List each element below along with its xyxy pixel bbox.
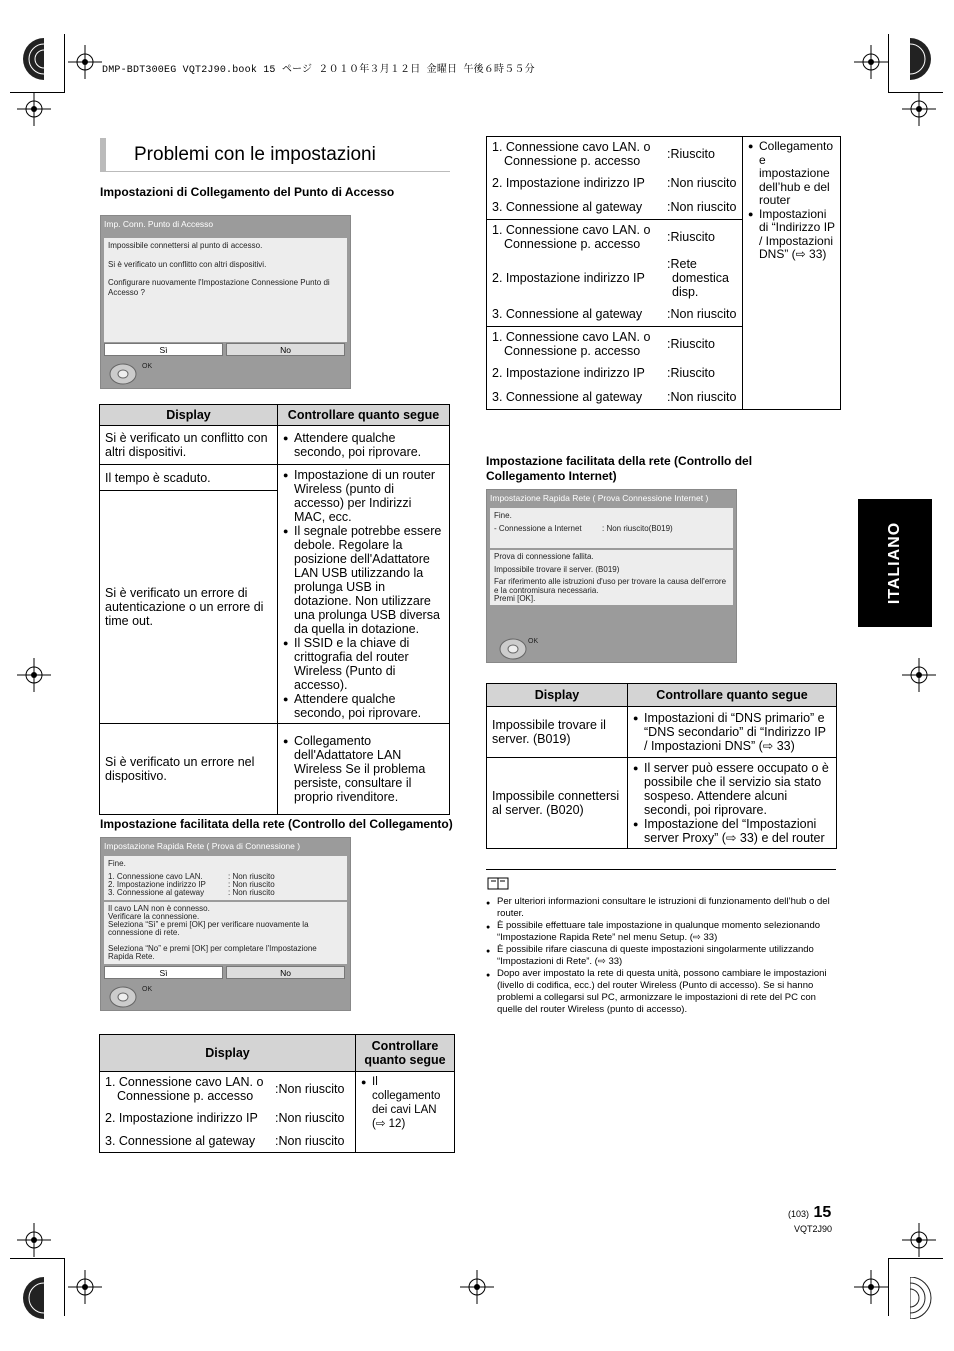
table-row	[487, 707, 837, 758]
book-note-icon	[487, 877, 509, 890]
label-cell	[100, 1072, 271, 1107]
check-item: ● Collegamento dell'Adattatore LAN Wireless Se il problema persiste, consultare il proprio rivenditore.	[283, 734, 444, 804]
table-row	[100, 1072, 455, 1107]
registration-mark-icon	[902, 658, 936, 692]
registration-mark-icon	[17, 658, 51, 692]
color-target-icon	[18, 1277, 44, 1319]
item-value: :Rete domestica disp.	[667, 257, 729, 299]
check-item: ● Il segnale potrebbe essere debole. Regolare la posizione dell'Adattatore LAN USB utilizzando la prolunga USB in dotazione. Non utilizzare una prolunga USB diversa da quella in dotazione.	[283, 524, 444, 636]
language-tab-label: ITALIANO	[886, 521, 903, 605]
connection-check-table	[99, 1034, 455, 1153]
connection-check-screen	[100, 837, 351, 1011]
registration-mark-icon	[68, 45, 102, 79]
crop-mark	[64, 34, 65, 92]
item-label: 3. Connessione al gateway	[100, 1129, 271, 1153]
status-label: - Connessione a Internet	[494, 523, 582, 533]
item-value: :Riuscito	[662, 220, 743, 255]
language-tab	[858, 499, 932, 627]
screen-message-line: Il cavo LAN non è connesso.	[108, 904, 210, 913]
access-point-table	[99, 404, 450, 815]
ok-label: OK	[142, 986, 153, 993]
display-cell: Si è verificato un errore nel dispositivo.	[100, 724, 278, 815]
item-label: 2. Impostazione indirizzo IP	[487, 361, 663, 385]
check-cell	[356, 1072, 455, 1153]
check-item: ● Impostazioni di “DNS primario” e “DNS secondario” di “Indirizzo IP / Impostazioni DNS” (⇨ 33)	[633, 711, 831, 753]
item-label: 3. Connessione al gateway	[487, 195, 663, 220]
display-cell: Impossibile trovare il server. (B019)	[487, 707, 628, 758]
screen-status-panel	[104, 856, 347, 900]
item-value: :Non riuscito	[662, 385, 743, 410]
crop-mark	[888, 1258, 889, 1316]
registration-mark-icon	[902, 92, 936, 126]
item-value: :Non riuscito	[270, 1072, 356, 1107]
book-header-line: DMP-BDT300EG VQT2J90.book 15 ページ ２０１０年３月１２日 金曜日 午後６時５５分	[102, 65, 535, 76]
crop-mark	[10, 1258, 65, 1259]
connection-check-heading: Impostazione facilitata della rete (Controllo del Collegamento)	[100, 817, 453, 831]
note-item: ● È possibile effettuare tale impostazione in qualunque momento selezionando “Impostazione Rapida Rete” nel menu Setup. (⇨ 33)	[486, 920, 836, 944]
status-line	[108, 889, 343, 897]
notes-divider	[486, 869, 836, 870]
check-item: ● Attendere qualche secondo, poi riprovare.	[283, 692, 444, 720]
label-cell	[487, 327, 663, 362]
table-header: Controllare quanto segue	[356, 1035, 455, 1072]
screen-title: Impostazione Rapida Rete ( Prova Connessione Internet )	[490, 493, 709, 503]
notes-list	[486, 896, 836, 1016]
screen-message-line: Verificare la connessione.	[108, 912, 200, 921]
item-label: 1. Connessione cavo LAN. o Connessione p. accesso	[492, 330, 651, 358]
check-item: ● Collegamento e impostazione dell’hub e del router	[748, 140, 835, 208]
check-item: ● Impostazione del “Impostazioni server Proxy” (⇨ 33) e del router	[633, 817, 831, 845]
item-value: :Riuscito	[667, 366, 715, 380]
connection-results-table	[486, 136, 841, 410]
item-value: :Non riuscito	[270, 1129, 356, 1153]
registration-mark-icon	[17, 92, 51, 126]
crop-mark	[10, 92, 65, 93]
check-cell	[628, 707, 837, 758]
check-cell	[278, 465, 450, 724]
registration-mark-icon	[68, 1270, 102, 1304]
display-cell: Si è verificato un conflitto con altri dispositivi.	[100, 426, 278, 465]
item-label: 2. Impostazione indirizzo IP	[487, 171, 663, 195]
item-label: 1. Connessione cavo LAN. o Connessione p. accesso	[492, 140, 651, 168]
crop-mark	[888, 92, 943, 93]
display-cell: Impossibile connettersi al server. (B020)	[487, 758, 628, 849]
check-item: ● Impostazioni di “Indirizzo IP / Impostazioni DNS” (⇨ 33)	[748, 208, 835, 262]
screen-message-line: Impossibile connettersi al punto di accesso.	[108, 241, 263, 250]
item-label: 1. Connessione cavo LAN. o Connessione p. accesso	[105, 1075, 264, 1103]
check-cell	[278, 724, 450, 815]
color-target-icon	[910, 1277, 936, 1319]
color-target-icon	[910, 38, 936, 80]
check-item: ● Il collegamento dei cavi LAN (⇨ 12)	[361, 1075, 449, 1131]
page-number-small: (103)	[788, 1209, 810, 1219]
remote-cursor-icon	[499, 638, 527, 660]
crop-mark	[64, 1258, 65, 1316]
screen-message-line: Premi [OK].	[494, 594, 536, 603]
internet-check-screen	[486, 489, 737, 663]
screen-title: Impostazione Rapida Rete ( Prova di Connessione )	[104, 841, 301, 851]
check-cell	[743, 137, 841, 410]
screen-message-line: Prova di connessione fallita.	[494, 552, 594, 561]
table-row	[100, 426, 450, 465]
status-value: : Non riuscito	[228, 871, 275, 881]
status-line	[494, 524, 729, 534]
item-label: 3. Connessione al gateway	[487, 302, 663, 327]
registration-mark-icon	[17, 1223, 51, 1257]
ok-label: OK	[142, 363, 153, 370]
status-label: 3. Connessione al gateway	[108, 887, 205, 897]
item-label: 2. Impostazione indirizzo IP	[100, 1106, 271, 1129]
table-header: Controllare quanto segue	[628, 684, 837, 707]
registration-mark-icon	[460, 1270, 494, 1304]
label-cell	[487, 137, 663, 172]
screen-message-panel	[104, 238, 347, 342]
screen-message-line: Seleziona “Sì” e premi [OK] per verificare nuovamente la connessione di rete.	[108, 920, 309, 937]
item-label: 3. Connessione al gateway	[487, 385, 663, 410]
item-value: :Non riuscito	[662, 302, 743, 327]
page-title: Problemi con le impostazioni	[134, 144, 376, 165]
label-cell	[487, 220, 663, 255]
item-value: :Non riuscito	[270, 1106, 356, 1129]
table-header: Display	[100, 1035, 356, 1072]
screen-message-line: Seleziona “No” e premi [OK] per completare l'Impostazione Rapida Rete.	[108, 944, 317, 961]
table-header: Display	[487, 684, 628, 707]
internet-check-heading: Impostazione facilitata della rete (Controllo del Collegamento Internet)	[486, 454, 753, 483]
ok-label: OK	[528, 638, 539, 645]
table-row	[100, 724, 450, 815]
item-value: :Non riuscito	[667, 176, 737, 190]
note-item: ● È possibile rifare ciascuna di queste impostazioni singolarmente utilizzando “Impostazioni di Rete”. (⇨ 33)	[486, 944, 836, 968]
status-label: 1. Connessione cavo LAN.	[108, 871, 203, 881]
screen-message-line: Far riferimento alle istruzioni d'uso per trovare la causa dell'errore e la contromisura necessaria.	[494, 577, 727, 595]
access-point-heading: Impostazioni di Collegamento del Punto di Accesso	[100, 185, 395, 199]
check-cell	[628, 758, 837, 849]
screen-fine-text: Fine.	[108, 859, 126, 868]
screen-fine-text: Fine.	[494, 511, 512, 520]
check-item: ● Il SSID e la chiave di crittografia del router Wireless (Punto di accesso).	[283, 636, 444, 692]
color-target-icon	[18, 38, 44, 80]
registration-mark-icon	[854, 45, 888, 79]
display-cell: Il tempo è scaduto.	[100, 465, 278, 491]
table-header: Controllare quanto segue	[278, 405, 450, 426]
check-item: ● Attendere qualche secondo, poi riprovare.	[283, 431, 444, 459]
display-cell: Si è verificato un errore di autenticazione o un errore di time out.	[100, 491, 278, 724]
registration-mark-icon	[854, 1270, 888, 1304]
yes-button[interactable]: Sì	[104, 966, 223, 979]
page-number	[788, 1204, 831, 1222]
screen-message-line: Impossibile trovare il server. (B019)	[494, 564, 620, 574]
item-value: :Non riuscito	[662, 195, 743, 220]
item-value: :Riuscito	[662, 327, 743, 362]
note-item: ● Dopo aver impostato la rete di questa unità, possono cambiare le impostazioni (livello di codifica, ecc.) del router Wireless (Punto di accesso). Se si hanno problemi a collegarsi sul PC, armonizzare le impostazioni di rete del PC con quelle del router Wireless (punto di accesso).	[486, 968, 836, 1016]
table-row	[100, 465, 450, 491]
internet-check-table	[486, 683, 837, 849]
screen-message-panel	[104, 902, 347, 964]
status-label: 2. Impostazione indirizzo IP	[108, 879, 206, 889]
screen-title: Imp. Conn. Punto di Accesso	[104, 219, 214, 229]
registration-mark-icon	[902, 1223, 936, 1257]
status-value: : Non riuscito	[228, 887, 275, 897]
document-code: VQT2J90	[794, 1224, 833, 1234]
item-label: 1. Connessione cavo LAN. o Connessione p. accesso	[492, 223, 651, 251]
item-value: :Riuscito	[662, 137, 743, 172]
check-item: ● Impostazione di un router Wireless (punto di accesso) per Indirizzi MAC, ecc.	[283, 468, 444, 524]
no-button[interactable]: No	[226, 966, 345, 979]
remote-cursor-icon	[109, 986, 137, 1008]
screen-status-panel	[490, 508, 733, 548]
crop-mark	[888, 34, 889, 92]
access-point-screen	[100, 215, 351, 389]
remote-cursor-icon	[109, 363, 137, 385]
status-value: : Non riuscito	[228, 879, 275, 889]
section-title-box	[100, 138, 450, 172]
yes-button[interactable]: Sì	[104, 343, 223, 356]
item-label: 2. Impostazione indirizzo IP	[487, 254, 663, 302]
value-cell	[662, 254, 743, 302]
crop-mark	[888, 1258, 943, 1259]
no-button[interactable]: No	[226, 343, 345, 356]
status-value: : Non riuscito(B019)	[602, 523, 673, 533]
screen-message-line: Si è verificato un conflitto con altri dispositivi.	[108, 259, 267, 269]
screen-message-panel	[490, 550, 733, 605]
note-item: ● Per ulteriori informazioni consultare le istruzioni di funzionamento dell’hub o del router.	[486, 896, 836, 920]
screen-message-line: Configurare nuovamente l'Impostazione Connessione Punto di Accesso ?	[108, 278, 330, 297]
table-header: Display	[100, 405, 278, 426]
check-cell	[278, 426, 450, 465]
page-number-main: 15	[813, 1204, 832, 1221]
table-row	[487, 758, 837, 849]
check-item: ● Il server può essere occupato o è possibile che il servizio sia stato sospeso. Attendere alcuni secondi, poi riprovare.	[633, 761, 831, 817]
table-row	[487, 137, 841, 172]
